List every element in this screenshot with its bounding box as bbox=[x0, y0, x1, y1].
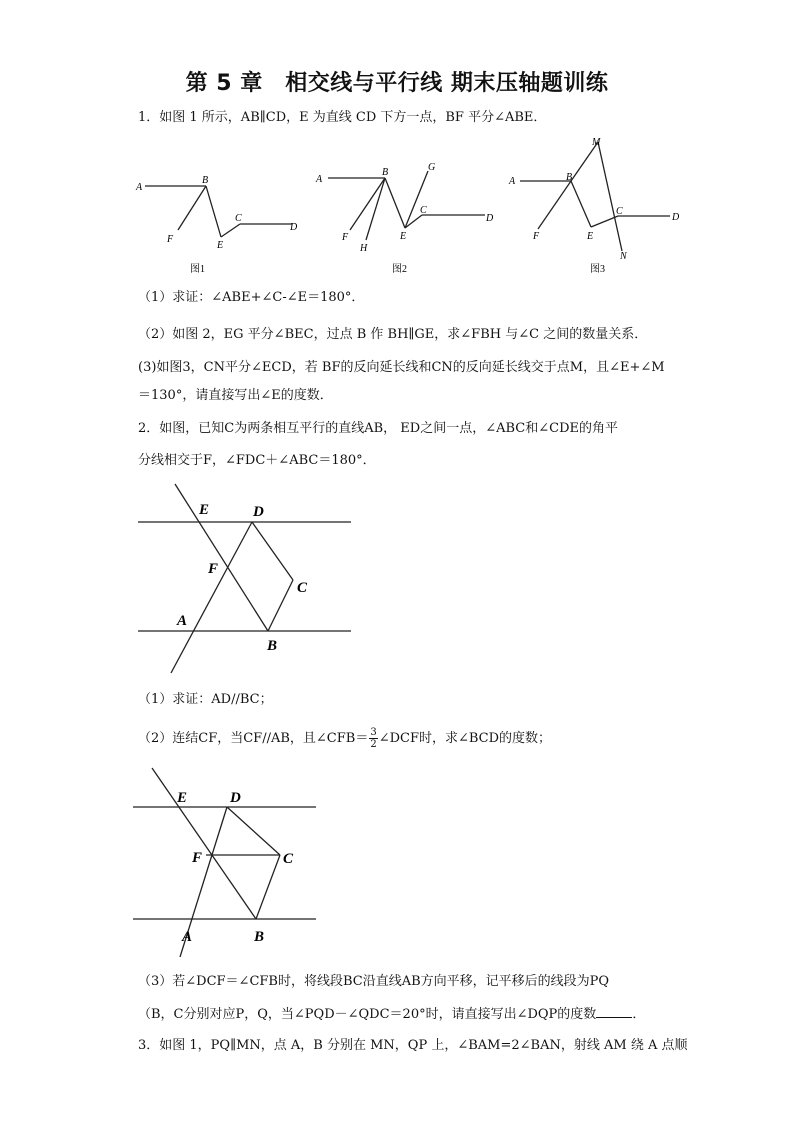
q1-part3-line2: ＝130°，请直接写出∠E的度数． bbox=[138, 388, 333, 403]
label-F: F bbox=[533, 231, 540, 242]
label-C: C bbox=[297, 580, 308, 596]
q1-part3-line1: (3)如图3，CN平分∠ECD，若 BF的反向延长线和CN的反向延长线交于点M，且∠E+∠M bbox=[138, 360, 665, 375]
label-A: A bbox=[509, 176, 516, 187]
label-E: E bbox=[199, 502, 210, 518]
q1-figure-1 bbox=[130, 168, 310, 278]
label-G: G bbox=[428, 162, 436, 173]
label-D: D bbox=[672, 212, 680, 223]
label-C: C bbox=[235, 213, 242, 224]
answer-blank[interactable] bbox=[596, 1005, 632, 1018]
label-H: H bbox=[360, 243, 368, 254]
q2-part3-line2 bbox=[138, 1005, 645, 1024]
label-F: F bbox=[167, 234, 174, 245]
label-A: A bbox=[177, 613, 188, 629]
label-M: M bbox=[592, 137, 601, 148]
label-A: A bbox=[136, 182, 143, 193]
q2-part2 bbox=[138, 727, 551, 750]
label-D: D bbox=[230, 790, 241, 806]
q2-part3-line1: （3）若∠DCF＝∠CFB时，将线段BC沿直线AB方向平移，记平移后的线段为PQ bbox=[138, 974, 610, 989]
label-C: C bbox=[420, 205, 427, 216]
label-E: E bbox=[217, 240, 224, 251]
q1-figure-3 bbox=[505, 132, 695, 280]
fig-caption-3: 图3 bbox=[590, 264, 605, 275]
fraction-numerator: 3 bbox=[370, 727, 377, 738]
page-title: 第 5 章 相交线与平行线 期末压轴题训练 bbox=[185, 71, 609, 96]
label-B: B bbox=[382, 167, 389, 178]
label-F: F bbox=[342, 232, 349, 243]
label-N: N bbox=[620, 251, 627, 262]
label-C: C bbox=[283, 851, 294, 867]
label-E: E bbox=[587, 231, 594, 242]
label-A: A bbox=[316, 174, 323, 185]
q2-figure-2 bbox=[130, 765, 330, 965]
label-C: C bbox=[616, 206, 623, 217]
q1-figure-2 bbox=[310, 158, 500, 278]
q3-stem: 3．如图 1，PQ∥MN，点 A，B 分别在 MN，QP 上，∠BAM=2∠BAN，射线 AM 绕 A 点顺 bbox=[138, 1038, 688, 1053]
label-E: E bbox=[177, 790, 188, 806]
q1-stem: 1．如图 1 所示，AB∥CD，E 为直线 CD 下方一点，BF 平分∠ABE． bbox=[138, 110, 547, 125]
q2-part1: （1）求证：AD//BC； bbox=[138, 692, 273, 707]
label-B: B bbox=[254, 929, 265, 945]
label-A: A bbox=[182, 929, 193, 945]
q2-figure-1 bbox=[135, 480, 357, 680]
q1-part1: （1）求证：∠ABE+∠C-∠E＝180°． bbox=[138, 290, 365, 305]
label-B: B bbox=[267, 638, 278, 654]
label-B: B bbox=[202, 175, 209, 186]
q2-stem-line1: 2．如图，已知C为两条相互平行的直线AB， ED之间一点，∠ABC和∠CDE的角平 bbox=[138, 421, 618, 436]
fraction-three-halves bbox=[369, 727, 377, 750]
label-B: B bbox=[566, 172, 573, 183]
label-D: D bbox=[290, 222, 298, 233]
q2-part3-end: ． bbox=[632, 1007, 646, 1022]
label-E: E bbox=[400, 231, 407, 242]
fig-caption-2: 图2 bbox=[392, 264, 407, 275]
label-F: F bbox=[208, 561, 219, 577]
fraction-denominator: 2 bbox=[370, 739, 377, 750]
q2-part2-text-a: （2）连结CF，当CF//AB，且∠CFB＝ bbox=[138, 731, 369, 746]
label-D: D bbox=[486, 213, 494, 224]
q2-part2-text-b: ∠DCF时，求∠BCD的度数； bbox=[378, 731, 552, 746]
fig-caption-1: 图1 bbox=[190, 264, 205, 275]
q1-part2: （2）如图 2，EG 平分∠BEC，过点 B 作 BH∥GE，求∠FBH 与∠C 之间的数量关系． bbox=[138, 327, 648, 342]
label-F: F bbox=[192, 850, 203, 866]
q2-stem-line2: 分线相交于F，∠FDC＋∠ABC＝180°． bbox=[138, 453, 376, 468]
q2-part3-text: （B，C分别对应P，Q，当∠PQD－∠QDC＝20°时，请直接写出∠DQP的度数 bbox=[138, 1007, 597, 1022]
label-D: D bbox=[253, 504, 264, 520]
